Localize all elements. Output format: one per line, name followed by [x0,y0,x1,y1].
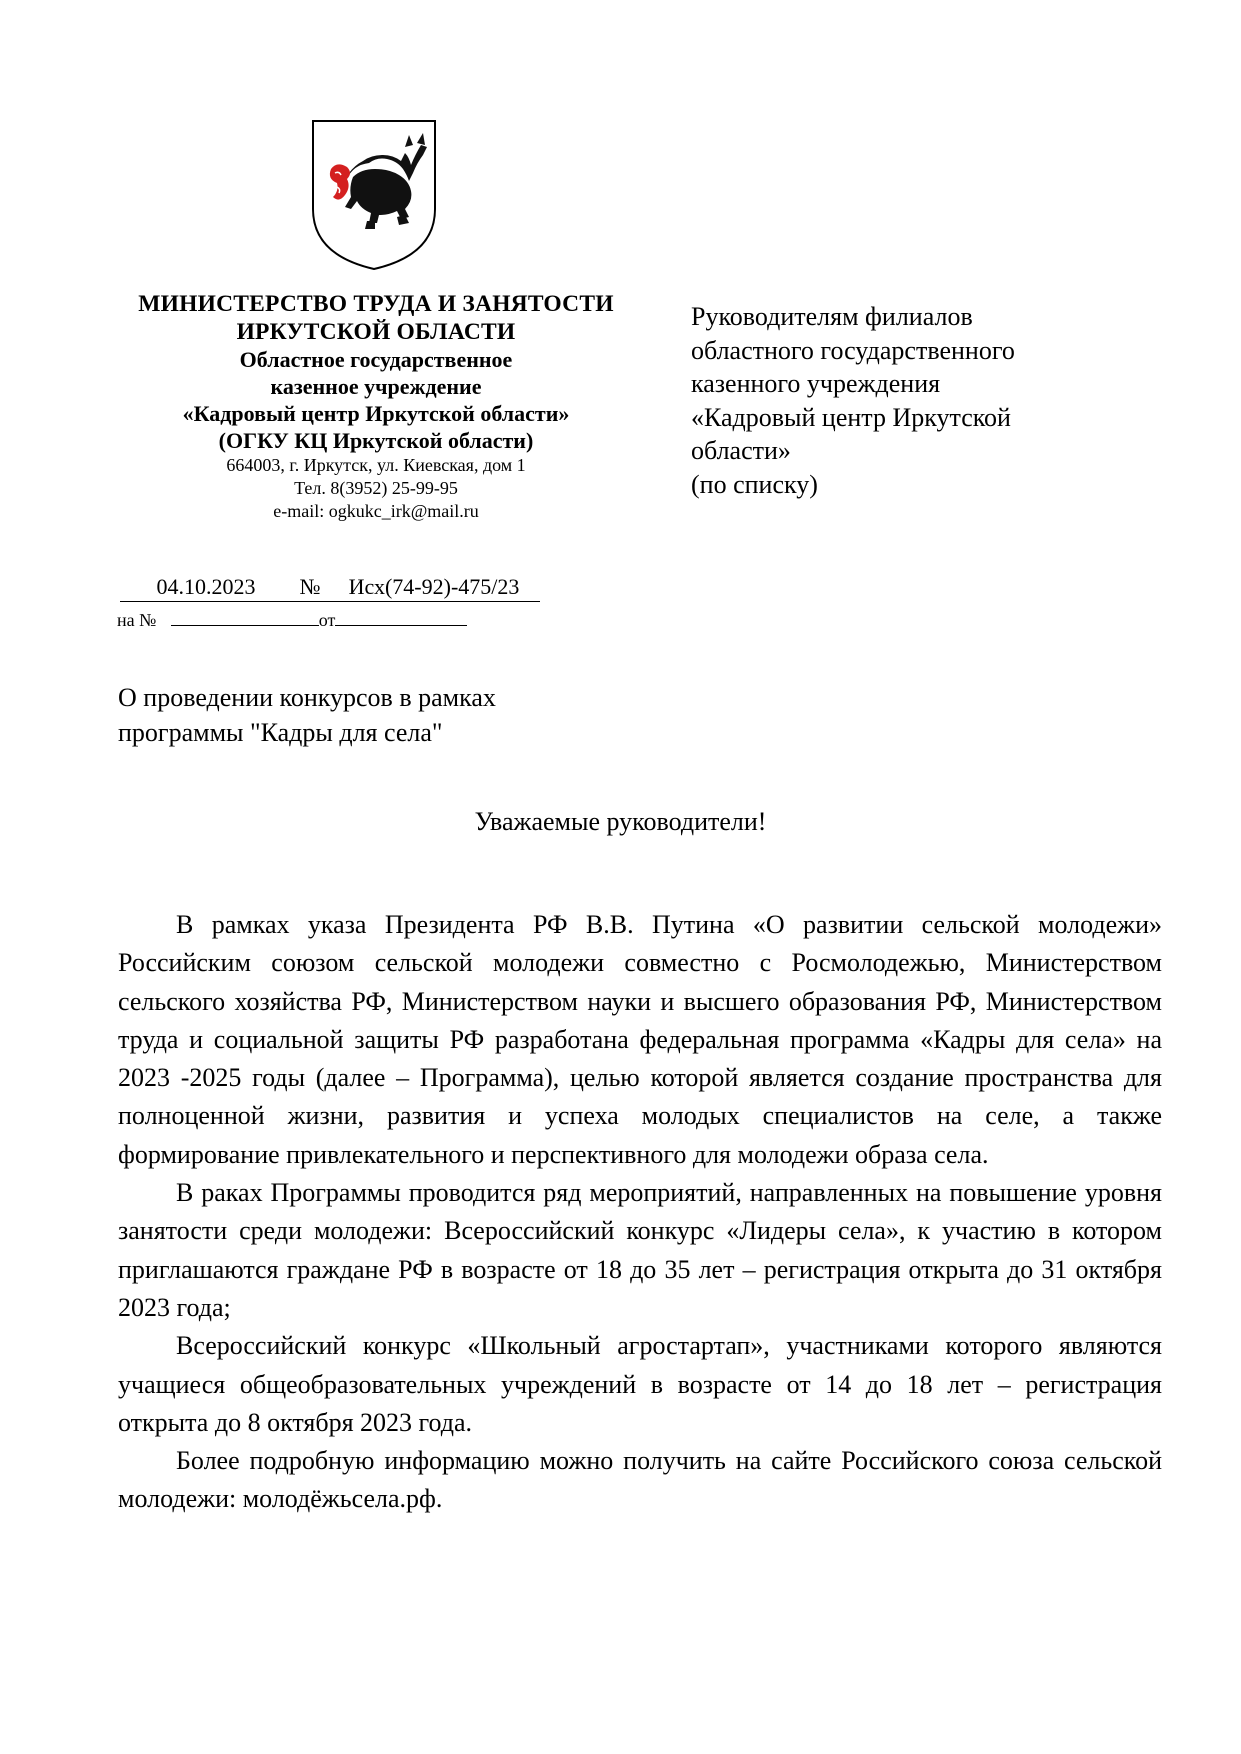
body-paragraph: В раках Программы проводится ряд мероприятий, направленных на повышение уровня занятости среди молодежи: Всероссийский конкурс «Лидеры села», к участию в котором приглашаются граждане РФ в возрасте от 18 до 35 лет – регистрация открыта до 31 октября 2023 года; [118,1178,1162,1322]
sender-phone: Тел. 8(3952) 25-99-95 [294,478,458,498]
organization-name-line-1: Областное государственное [239,347,513,372]
addressee-line: областного государственного [691,335,1015,365]
subject-line: программы "Кадры для села" [118,718,443,747]
outgoing-date: 04.10.2023 [120,574,292,602]
reference-number-blank [171,607,319,626]
letter-body [118,906,1162,1519]
body-paragraph: В рамках указа Президента РФ В.В. Путина «О развитии сельской молодежи» Российским союзом сельской молодежи совместно с Росмолодежью, Министерством сельского хозяйства РФ, Министерством науки и высшего образования РФ, Министерством труда и социальной защиты РФ разработана федеральная программа «Кадры для села» на 2023 -2025 годы (далее – Программа), целью которой является создание пространства для полноценной жизни, развития и успеха молодых специалистов на селе, а также формирование привлекательного и перспективного для молодежи образа села. [118,910,1162,1169]
reference-date-label: от [318,610,336,630]
outgoing-number: Исх(74-92)-475/23 [328,574,540,602]
sender-header [110,290,642,523]
registration-line [120,574,540,602]
sender-email: e-mail: ogkukc_irk@mail.ru [273,501,479,521]
salutation: Уважаемые руководители! [474,807,767,836]
addressee-line: «Кадровый центр Иркутской [691,402,1011,432]
body-paragraph: Более подробную информацию можно получить на сайте Российского союза сельской молодежи: молодёжьсела.рф. [118,1446,1162,1514]
number-label: № [292,574,328,602]
irkutsk-coat-of-arms-icon [309,117,439,272]
subject-line: О проведении конкурсов в рамках [118,683,496,712]
organization-name-line-2: казенное учреждение [270,374,482,399]
addressee-line: области» [691,436,791,465]
sender-address: 664003, г. Иркутск, ул. Киевская, дом 1 [226,455,526,475]
reference-line [117,607,467,632]
addressee-block [691,300,1161,501]
addressee-line: казенного учреждения [691,369,941,398]
organization-name-line-3: «Кадровый центр Иркутской области» [182,401,570,426]
reference-number-label: на № [117,610,157,630]
ministry-name-line-1: МИНИСТЕРСТВО ТРУДА И ЗАНЯТОСТИ [138,291,614,317]
coat-of-arms-emblem [309,117,439,272]
letter-subject [118,680,496,750]
ministry-name-line-2: ИРКУТСКОЙ ОБЛАСТИ [236,319,516,345]
addressee-line: Руководителям филиалов [691,302,973,331]
reference-date-blank [335,607,467,626]
body-paragraph: Всероссийский конкурс «Школьный агростартап», участниками которого являются учащиеся общеобразовательных учреждений в возрасте от 14 до 18 лет – регистрация открыта до 8 октября 2023 года. [118,1331,1162,1437]
addressee-line: (по списку) [691,469,818,499]
organization-abbreviation: (ОГКУ КЦ Иркутской области) [218,428,534,453]
